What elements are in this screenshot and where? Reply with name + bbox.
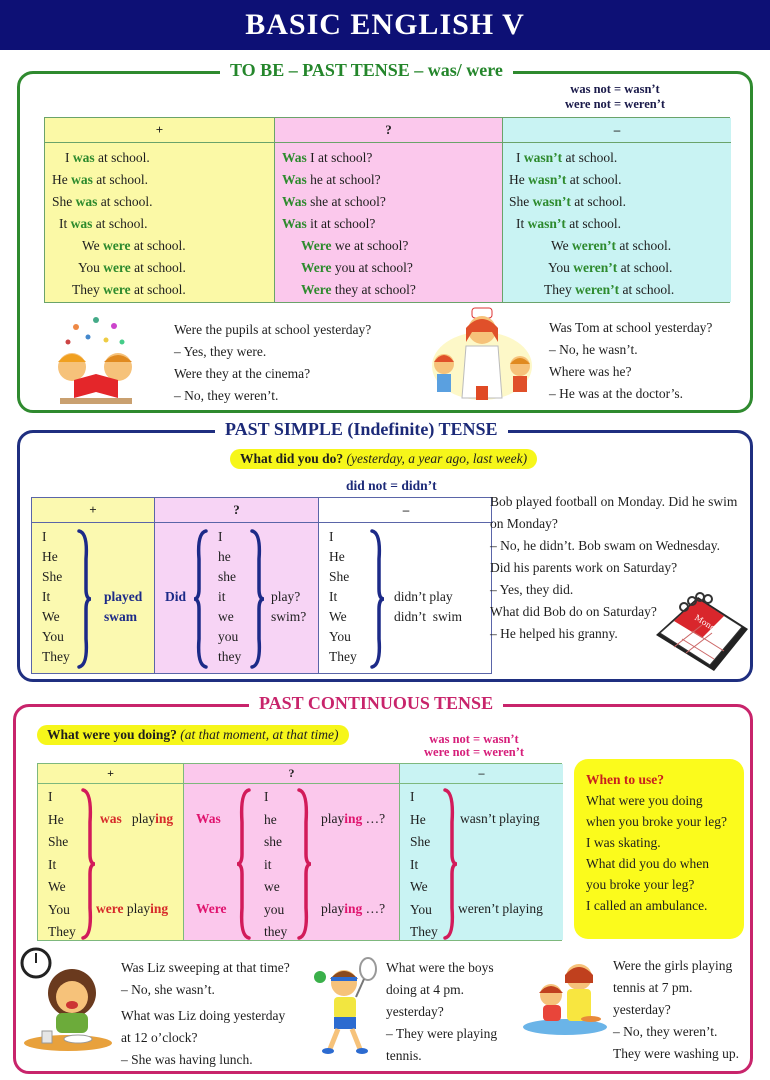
table-row: It wasn’t at school. — [516, 216, 622, 231]
past-simple-question-pill: What did you do? (yesterday, a year ago, last week) — [230, 449, 537, 469]
pronoun-list: I he she it we you they — [264, 789, 288, 939]
past-continuous-contractions: was not = wasn’t were not = weren’t — [424, 732, 525, 759]
right-brace-icon — [369, 529, 385, 669]
past-continuous-examples-girls: Were the girls playing tennis at 7 pm. yesterday? – No, they weren’t. They were washing up. — [613, 958, 739, 1061]
pronoun-list: I He She It We You They — [48, 789, 76, 939]
left-brace-icon — [236, 788, 252, 940]
q-was: Was — [196, 811, 221, 826]
header-positive: + — [38, 764, 184, 784]
question-verbs: play? swim? — [271, 589, 307, 624]
q-playing-2: playing …? — [321, 901, 386, 916]
table-row: They were at school. — [72, 282, 186, 297]
positive-cell — [32, 523, 155, 673]
header-positive: + — [32, 498, 155, 523]
negative-verbs: didn’t play didn’t swim — [394, 589, 463, 624]
didnt-contraction: did not = didn’t — [346, 478, 437, 493]
table-row: Was I at school? — [282, 150, 373, 165]
table-row: Were we at school? — [301, 238, 409, 253]
question-column — [275, 143, 503, 302]
question-cell — [184, 784, 400, 940]
when-to-use-box: When to use? What were you doing when you broke your leg? I was skating. What did you do when you broke your leg? I called an ambulance. — [574, 759, 744, 939]
past-continuous-examples-boys: What were the boys doing at 4 pm. yesterday? – They were playing tennis. — [386, 960, 498, 1063]
svg-text:Monday: Monday — [692, 613, 726, 638]
q-playing-1: playing …? — [321, 811, 386, 826]
right-brace-icon — [249, 529, 265, 669]
table-row: Was he at school? — [282, 172, 381, 187]
table-row: She wasn’t at school. — [509, 194, 627, 209]
pronoun-list: I He She It We You They — [329, 529, 357, 664]
pronoun-list: I He She It We You They — [42, 529, 70, 664]
table-row: We weren’t at school. — [551, 238, 672, 253]
pos-were-line: were playing — [96, 901, 169, 916]
table-row: You weren’t at school. — [548, 260, 673, 275]
past-continuous-table — [37, 763, 562, 941]
right-brace-icon — [76, 529, 92, 669]
table-row: She was at school. — [52, 194, 153, 209]
table-row: Were you at school? — [301, 260, 413, 275]
table-row: He was at school. — [52, 172, 149, 187]
girls-washing-up-illustration — [521, 959, 611, 1039]
right-brace-icon — [296, 788, 312, 940]
positive-cell — [38, 784, 184, 940]
negative-cell — [319, 523, 493, 673]
contraction-werent: were not = weren’t — [565, 97, 666, 111]
page-title: BASIC ENGLISH V — [0, 0, 770, 50]
header-negative: – — [400, 764, 563, 784]
pronoun-list: I He She It We You They — [410, 789, 438, 939]
to-be-contractions — [565, 82, 665, 112]
negative-column — [503, 143, 731, 302]
pos-was-line: was playing — [100, 811, 174, 826]
to-be-examples-left: Were the pupils at school yesterday? – Yes, they were. Were they at the cinema? – No, they weren’t. — [174, 322, 372, 403]
past-simple-section — [17, 419, 753, 682]
boy-playing-tennis-illustration — [312, 957, 384, 1055]
past-simple-table — [31, 497, 492, 674]
when-to-use-title: When to use? — [586, 772, 665, 787]
table-row: He wasn’t at school. — [509, 172, 622, 187]
table-row: I was at school. — [65, 150, 150, 165]
girl-eating-lunch-illustration — [20, 945, 116, 1057]
table-row: It was at school. — [59, 216, 148, 231]
header-question: ? — [155, 498, 319, 523]
header-negative: – — [503, 118, 731, 143]
right-brace-icon — [80, 788, 96, 940]
table-row: They weren’t at school. — [544, 282, 675, 297]
calendar-icon — [652, 583, 752, 675]
children-reading-illustration — [46, 312, 146, 407]
table-row: Was she at school? — [282, 194, 386, 209]
contraction-wasnt: was not = wasn’t — [570, 82, 660, 96]
past-continuous-section — [13, 693, 753, 1074]
neg-were-line: weren’t playing — [458, 901, 543, 916]
table-row: Was it at school? — [282, 216, 376, 231]
neg-was-line: wasn’t playing — [460, 811, 540, 826]
pronoun-list: I he she it we you they — [218, 529, 242, 664]
table-row: You were at school. — [78, 260, 186, 275]
past-simple-examples: Bob played football on Monday. Did he swim on Monday? – No, he didn’t. Bob swam on Wednesday. Did his parents work on Saturday? – Yes, they did. What did Bob do on Saturday? – He helped his granny. — [490, 494, 738, 641]
to-be-section — [17, 60, 753, 413]
header-question: ? — [184, 764, 400, 784]
positive-verbs: played swam — [104, 589, 143, 624]
past-simple-title: PAST SIMPLE (Indefinite) TENSE — [215, 419, 508, 440]
right-brace-icon — [442, 788, 458, 940]
q-were: Were — [196, 901, 227, 916]
table-row: I wasn’t at school. — [516, 150, 618, 165]
left-brace-icon — [193, 529, 209, 669]
past-continuous-question-pill: What were you doing? (at that moment, at that time) — [37, 725, 349, 745]
table-row: We were at school. — [82, 238, 186, 253]
negative-cell — [400, 784, 563, 940]
header-question: ? — [275, 118, 503, 143]
table-row: Were they at school? — [301, 282, 416, 297]
doctor-with-children-illustration — [422, 306, 542, 406]
question-cell — [155, 523, 319, 673]
past-continuous-title: PAST CONTINUOUS TENSE — [249, 693, 503, 714]
header-negative: – — [319, 498, 493, 523]
header-positive: + — [45, 118, 275, 143]
to-be-title: TO BE – PAST TENSE – was/ were — [220, 60, 513, 81]
past-continuous-examples-liz: Was Liz sweeping at that time? – No, she wasn’t. What was Liz doing yesterday at 12 o’clock? – She was having lunch. — [121, 960, 290, 1067]
to-be-examples-right: Was Tom at school yesterday? – No, he wasn’t. Where was he? – He was at the doctor’s. — [549, 320, 713, 401]
positive-column — [45, 143, 275, 302]
to-be-table — [44, 117, 730, 303]
did-aux: Did — [165, 589, 187, 604]
